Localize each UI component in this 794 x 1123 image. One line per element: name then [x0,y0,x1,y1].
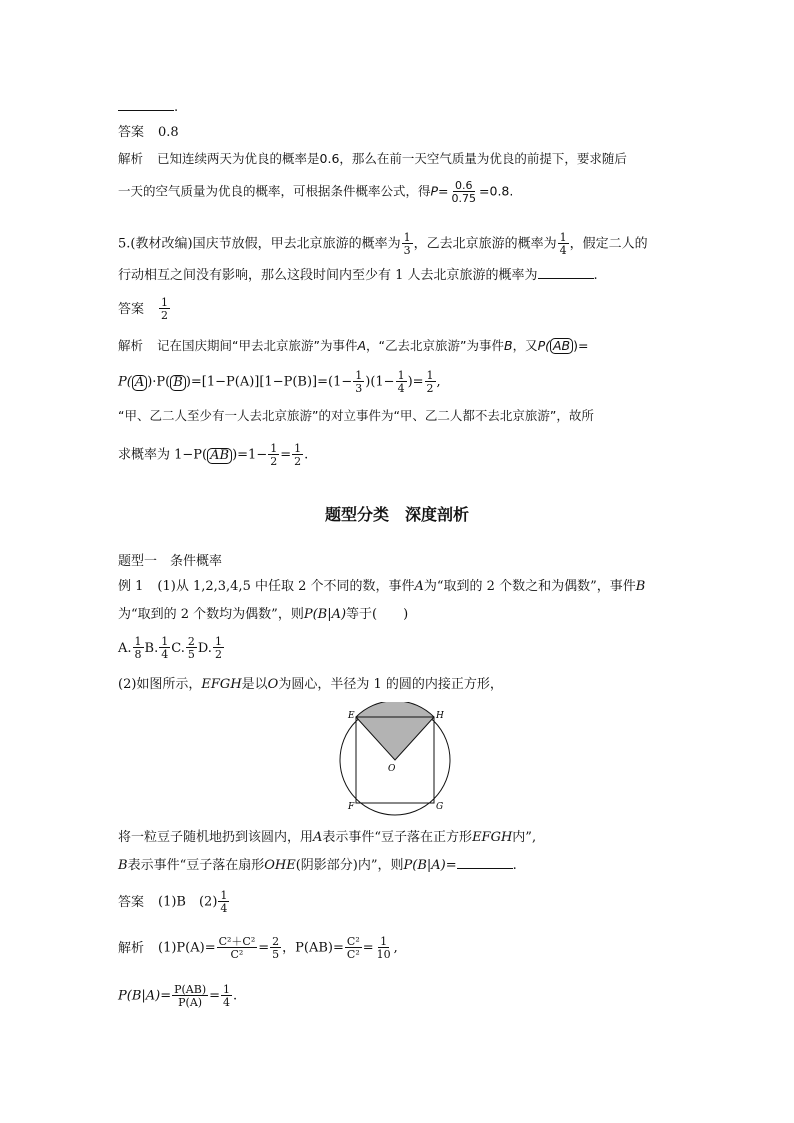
analysis-label: 解析 [118,151,144,166]
q5-line1: 5.(教材改编)国庆节放假，甲去北京旅游的概率为 $\frac{1}{3}$ ，乙去北京旅游的概率为 $\frac{1}{4}$ ，假定二人的 [118,231,648,257]
example1-line1: 例 1 (1)从 1,2,3,4,5 中任取 2 个不同的数，事件A为“取到的 2 个数之和为偶数”，事件B [118,579,646,594]
fraction: $\frac{0.6}{0.75}$ [451,179,477,205]
q5-analysis-line1: 解析 记在国庆期间“甲去北京旅游”为事件A，“乙去北京旅游”为事件B，又P( AB )= [118,338,589,353]
answer-value: 0.8 [158,125,179,140]
circle-square-figure [330,702,460,818]
blank-line-end: . [118,100,178,114]
option-a: A. $\frac{1}{8}$ [118,635,142,661]
option-b: B. $\frac{1}{4}$ [144,635,169,661]
example1-q2-line: (2)如图所示，EFGH是以O为圆心，半径为 1 的圆的内接正方形， [118,677,503,692]
q4-answer [118,126,179,139]
example1-options [118,636,225,660]
label-h: H [436,711,444,721]
q5-analysis-line4: 求概率为 1−P( AB )=1− $\frac{1}{2}$ = $\frac{1}{2}$ . [118,442,309,468]
label-g: G [436,802,444,812]
answer-label: 答案 [118,125,145,140]
example1-answer: 答案 (1)B (2) $\frac{1}{4}$ [118,889,228,915]
q5-analysis-line2: P( A )·P( B )=[1−P(A)][1−P(B)]=(1− $\frac{1}{3}$ )(1− $\frac{1}{4}$ )= $\frac{1}{2}$ , [118,369,441,395]
q4-analysis-line2: 一天的空气质量为优良的概率，可根据条件概率公式，得P= $\frac{0.6}{0.75}$ =0.8. [118,179,514,205]
option-d: D. $\frac{1}{2}$ [197,635,222,661]
q5-answer: 答案 $\frac{1}{2}$ [118,296,169,322]
label-f: F [348,802,355,812]
q5-line2: 行动相互之间没有影响，那么这段时间内至少有 1 人去北京旅游的概率为 . [118,268,598,283]
q5-analysis-line3: “甲、乙二人至少有一人去北京旅游”的对立事件为“甲、乙二人都不去北京旅游”，故所 [118,408,594,423]
q4-analysis-line1: 解析 已知连续两天为优良的概率是0.6，那么在前一天空气质量为优良的前提下，要求随后 [118,151,627,166]
label-o: O [388,764,396,774]
answer-blank [118,100,174,111]
example1-line2: 为“取到的 2 个数均为偶数”，则P(B|A)等于( ) [118,607,409,622]
label-e: E [348,711,355,721]
answer-blank [457,858,513,869]
option-c: C. $\frac{2}{5}$ [171,635,195,661]
q2-line2: 将一粒豆子随机地扔到该圆内，用A表示事件“豆子落在正方形EFGH内”, [118,830,537,845]
example1-analysis-line1: 解析 (1)P(A)= $\frac{\text{C²＋C²}}{\text{C²}}$ = $\frac{2}{5}$ ，P(AB)= $\frac{\text{C²}}{\text{C²}}$ = $\frac{1}{10}$ , [118,935,398,961]
type1-title: 题型一 条件概率 [118,554,223,569]
answer-blank [538,268,594,279]
section-heading: 题型分类 深度剖析 [324,505,469,524]
shaded-sector [356,702,434,760]
q2-line3: B表示事件“豆子落在扇形OHE(阴影部分)内”，则P(B|A)= . [118,858,517,873]
example1-analysis-line2: P(B|A)= $\frac{P(AB)}{P(A)}$ = $\frac{1}{4}$ . [118,983,238,1009]
